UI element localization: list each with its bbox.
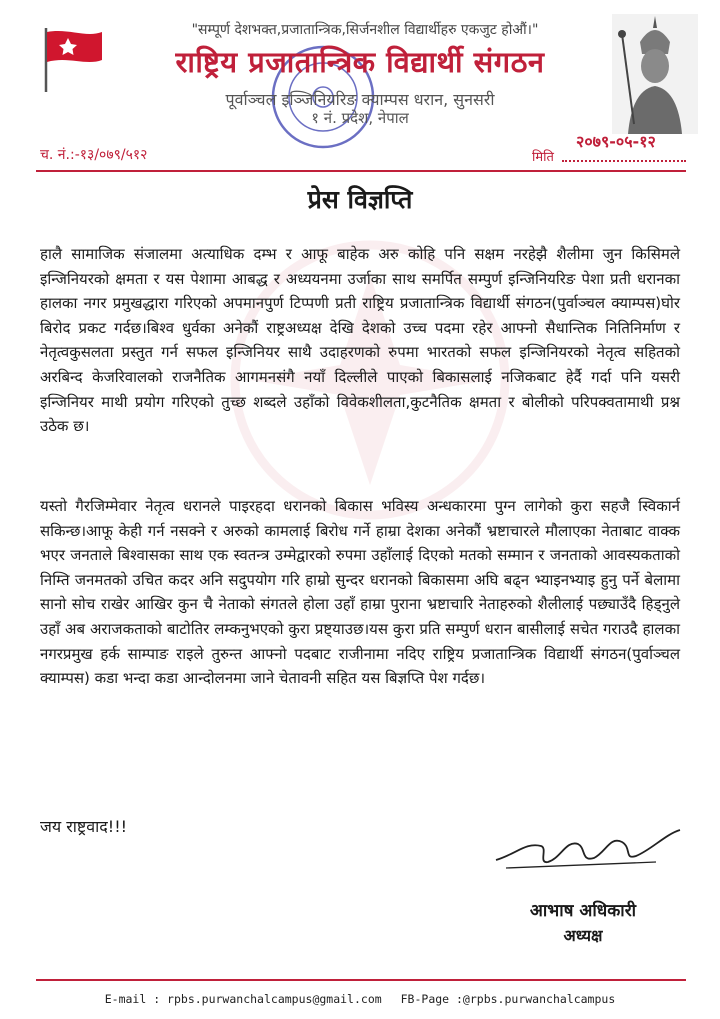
footer-fb-page[interactable]: FB-Page :@rpbs.purwanchalcampus	[400, 992, 616, 1006]
footer-email[interactable]: E-mail : rpbs.purwanchalcampus@gmail.com	[104, 992, 382, 1006]
body-paragraph-1: हालै सामाजिक संजालमा अत्याधिक दम्भ र आफू बाहेक अरु कोहि पनि सक्षम नरहेझै शैलीमा जुन किसिमले इन्जिनियरको क्षमता र यस पेशामा आबद्ध र अध्ययनमा उर्जाका साथ समर्पित सम्पुर्ण इन्जिनियरिङ पेशा प्रती धरानका हालका नगर प्रमुखद्धारा गरिएको अपमानपुर्ण टिप्पणी प्रती राष्ट्रिय प्रजातान्त्रिक विद्यार्थी संगठन(पुर्वाञ्चल क्याम्पस)घोर बिरोद प्रकट गर्दछ।बिश्व धुर्वका अनेकौं राष्ट्रअध्यक्ष देखि देशको उच्च पदमा रहेर आफ्नो सैधान्तिक नितिनिर्माण र नेतृत्वकुसलता प्रस्तुत गर्न सफल इन्जिनियर साथै उदाहरणको रुपमा भारतको सफल इन्जिनियरको नेतृत्व सहितको अरबिन्द केजरिवालको राजनैतिक आगमनसंगै नयाँ दिल्लीले पाएको बिकासलाई नजिकबाट हेर्दै गर्दा पनि यसरी इन्जिनियर माथी प्रयोग गरिएको तुच्छ शब्दले उहाँको विवेकशीलता,कुटनैतिक क्षमता र बोलीको परिपक्वतामाथी प्रश्न उठेक छ।	[40, 245, 680, 436]
document-title: प्रेस विज्ञप्ति	[307, 185, 413, 214]
reference-number: च. नं.:-१३/०७९/५१२	[40, 147, 148, 163]
signatory-name: आभाष अधिकारी	[529, 901, 637, 921]
footer-divider	[36, 979, 686, 981]
flag-icon	[38, 24, 108, 94]
body-paragraph-2: यस्तो गैरजिम्मेवार नेतृत्व धरानले पाइरहदा धरानको बिकास भविस्य अन्धकारमा पुग्न लागेको कुरा सहजै स्विकार्न सकिन्छ।आफू केही गर्न नसक्ने र अरुको कामलाई बिरोध गर्ने हाम्रा देशका अनेकौं भ्रष्टाचारले मौलाएका नेताबाट वाक्क भएर जनताले बिश्वासका साथ एक स्वतन्त्र उम्मेद्वारको रुपमा उहाँलाई दिएको मतको सम्मान र जनताको आवस्यकताको निम्ति जनमतको उचित कदर अनि सदुपयोग गरि हाम्रो सुन्दर धरानको बिकासमा अघि बढ्न भ्याइनभ्याइ हुनु पर्ने बेलामा सानो सोच राखेर आखिर कुन चै नेताको संगतले होला उहाँ हाम्रा पुराना भ्रष्टाचारि नेताहरुको शैलीलाई पछ्याउँदै हिड्नुले उहाँ अब अराजकताको बाटोतिर लम्कनुभएको कुरा प्रष्ट्याउछ।यस कुरा प्रति सम्पुर्ण धरान बासीलाई सचेत गराउदै हालका नगरप्रमुख हर्क साम्पाङ राइले तुरुन्त आफ्नो पदबाट राजीनामा नदिए राष्ट्रिय प्रजातान्त्रिक विद्यार्थी संगठन(पुर्वाञ्चल क्याम्पस) कडा भन्दा कडा आन्दोलनमा जाने चेतावनी सहित यस बिज्ञप्ति पेश गर्दछ।	[40, 497, 680, 688]
campus-address: पूर्वाञ्चल इञ्जिनियरिङ क्याम्पस धरान, सुनसरी	[225, 90, 495, 109]
signature	[486, 822, 686, 882]
king-portrait	[612, 14, 698, 134]
org-name: राष्ट्रिय प्रजातान्त्रिक विद्यार्थी संगठन	[175, 45, 545, 79]
date-label: मिति	[532, 150, 554, 165]
signatory-title: अध्यक्ष	[563, 926, 603, 945]
footer-contact	[0, 992, 720, 1006]
date-dotted-line	[562, 160, 686, 162]
org-motto: "सम्पूर्ण देशभक्त,प्रजातान्त्रिक,सिर्जनशील विद्यार्थीहरु एकजुट होऔं।"	[191, 22, 539, 38]
province-line: १ नं. प्रदेश, नेपाल	[311, 109, 409, 127]
closing-slogan: जय राष्ट्रवाद!!!	[40, 817, 128, 836]
date-value: २०७९-०५-१२	[576, 132, 656, 151]
header-divider	[36, 170, 686, 172]
